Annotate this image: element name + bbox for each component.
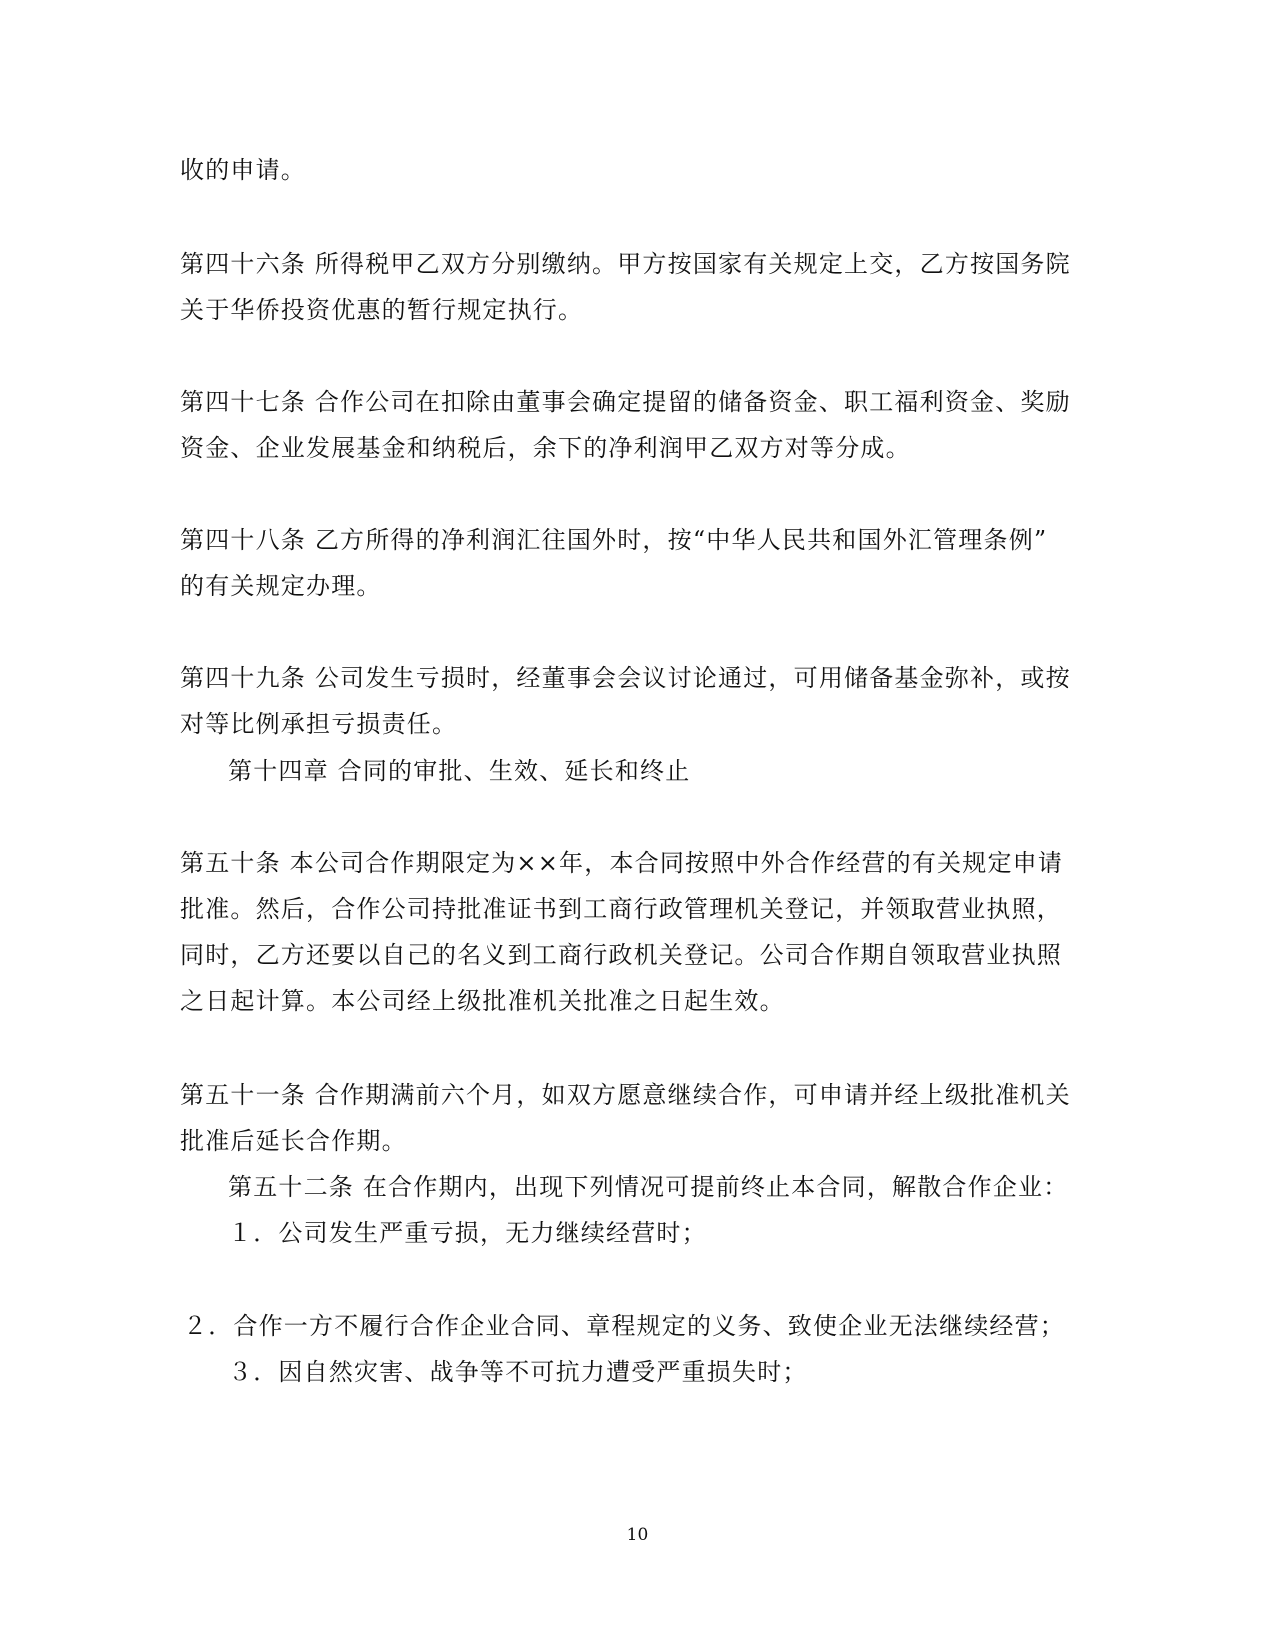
article-51-line-1: 第五十一条 合作期满前六个月，如双方愿意继续合作，可申请并经上级批准机关	[180, 1081, 1071, 1109]
article-52-line-1: 第五十二条 在合作期内，出现下列情况可提前终止本合同，解散合作企业：	[228, 1173, 1069, 1201]
list-item-3: ３．因自然灾害、战争等不可抗力遭受严重损失时；	[228, 1358, 808, 1386]
article-48-line-2: 的有关规定办理。	[180, 572, 382, 600]
article-50-line-4: 之日起计算。本公司经上级批准机关批准之日起生效。	[180, 987, 785, 1015]
article-50-line-3: 同时，乙方还要以自己的名义到工商行政机关登记。公司合作期自领取营业执照	[180, 941, 1062, 969]
article-51-line-2: 批准后延长合作期。	[180, 1127, 407, 1155]
chapter-14-heading: 第十四章 合同的审批、生效、延长和终止	[228, 757, 691, 785]
article-50-line-2: 批准。然后，合作公司持批准证书到工商行政管理机关登记，并领取营业执照，	[180, 895, 1062, 923]
text-line-1: 收的申请。	[180, 156, 306, 184]
article-50-line-1: 第五十条 本公司合作期限定为××年，本合同按照中外合作经营的有关规定申请	[180, 849, 1064, 877]
article-48-line-1: 第四十八条 乙方所得的净利润汇往国外时，按“中华人民共和国外汇管理条例”	[180, 526, 1048, 554]
list-item-1: １．公司发生严重亏损，无力继续经营时；	[228, 1219, 707, 1247]
article-47-line-2: 资金、企业发展基金和纳税后，余下的净利润甲乙双方对等分成。	[180, 434, 911, 462]
page-number: 10	[626, 1525, 649, 1545]
article-46-line-2: 关于华侨投资优惠的暂行规定执行。	[180, 296, 584, 324]
article-49-line-1: 第四十九条 公司发生亏损时，经董事会会议讨论通过，可用储备基金弥补，或按	[180, 664, 1071, 692]
list-item-2: ２．合作一方不履行合作企业合同、章程规定的义务、致使企业无法继续经营；	[183, 1312, 1065, 1340]
article-47-line-1: 第四十七条 合作公司在扣除由董事会确定提留的储备资金、职工福利资金、奖励	[180, 388, 1071, 416]
article-49-line-2: 对等比例承担亏损责任。	[180, 710, 458, 738]
article-46-line-1: 第四十六条 所得税甲乙双方分别缴纳。甲方按国家有关规定上交，乙方按国务院	[180, 250, 1071, 278]
